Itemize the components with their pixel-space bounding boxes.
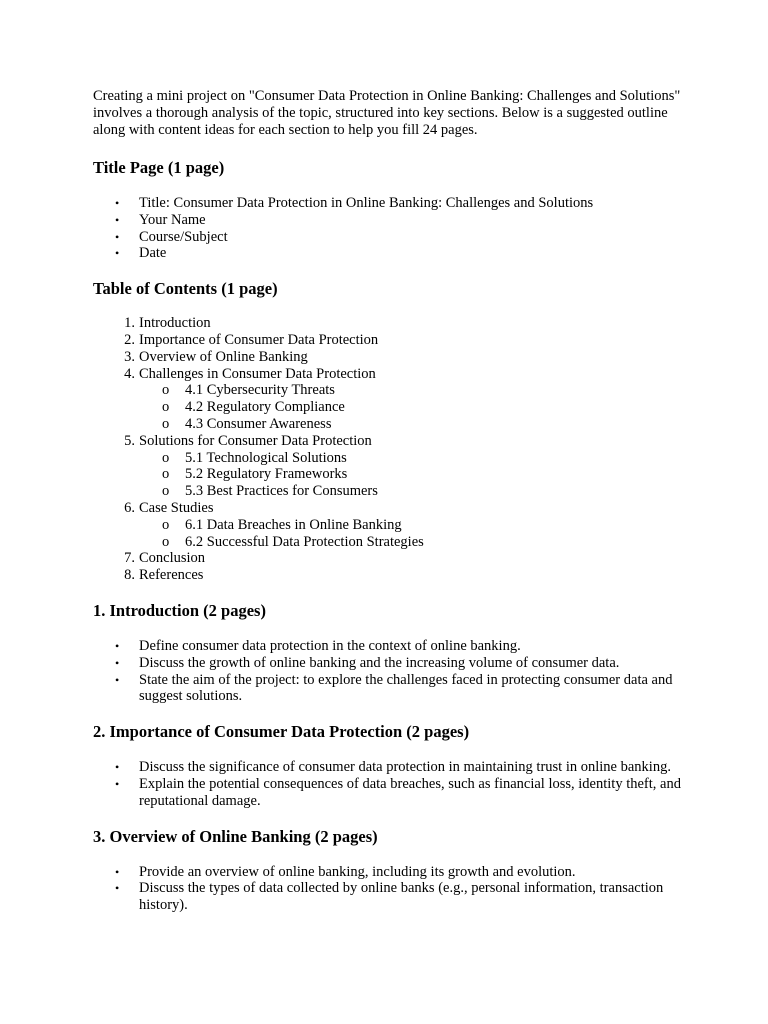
section-heading-introduction: 1. Introduction (2 pages) bbox=[93, 600, 266, 620]
circle-bullet-icon: o bbox=[162, 516, 170, 533]
circle-bullet-icon: o bbox=[162, 449, 170, 466]
toc-subitem bbox=[93, 483, 683, 500]
toc-sublabel: 6.2 Successful Data Protection Strategies bbox=[185, 533, 424, 550]
list-item-text: Date bbox=[139, 245, 167, 262]
section-list-introduction bbox=[93, 638, 683, 705]
toc-subitem bbox=[93, 466, 683, 483]
bullet-icon: • bbox=[115, 776, 120, 791]
list-item bbox=[93, 880, 683, 914]
toc-label: Introduction bbox=[139, 315, 211, 332]
toc-item bbox=[93, 332, 683, 349]
bullet-icon: • bbox=[115, 246, 120, 261]
circle-bullet-icon: o bbox=[162, 382, 170, 399]
section-heading-importance: 2. Importance of Consumer Data Protection (2 pages) bbox=[93, 722, 470, 742]
toc-subitem bbox=[93, 399, 683, 416]
title-page-heading: Title Page (1 page) bbox=[93, 158, 225, 177]
list-item bbox=[93, 638, 683, 655]
list-item-text: Course/Subject bbox=[139, 228, 228, 245]
document-page bbox=[93, 88, 683, 914]
list-item bbox=[93, 212, 683, 229]
bullet-icon: • bbox=[115, 655, 120, 670]
list-item-text: Discuss the significance of consumer data protection in maintaining trust in online banking. bbox=[139, 759, 671, 776]
toc-subitem bbox=[93, 517, 683, 534]
toc-item bbox=[93, 500, 683, 517]
list-item-text: Provide an overview of online banking, including its growth and evolution. bbox=[139, 863, 576, 880]
section-heading-overview: 3. Overview of Online Banking (2 pages) bbox=[93, 826, 378, 846]
list-item-text: Explain the potential consequences of data breaches, such as financial loss, identity theft, and reputational damage. bbox=[139, 775, 681, 809]
title-page-list bbox=[93, 195, 683, 262]
toc-label: Solutions for Consumer Data Protection bbox=[139, 432, 372, 449]
toc-item bbox=[93, 550, 683, 567]
circle-bullet-icon: o bbox=[162, 415, 170, 432]
toc-item bbox=[93, 433, 683, 450]
bullet-icon: • bbox=[115, 760, 120, 775]
bullet-icon: • bbox=[115, 864, 120, 879]
list-item-text: Title: Consumer Data Protection in Online Banking: Challenges and Solutions bbox=[139, 195, 594, 211]
intro-paragraph: Creating a mini project on "Consumer Data Protection in Online Banking: Challenges and Solutions" involves a thorough analysis of the topic, structured into key sections. Below is a suggested outline along with content ideas for each section to help you fill 24 pages. bbox=[93, 88, 681, 138]
list-item-text: Discuss the growth of online banking and the increasing volume of consumer data. bbox=[139, 654, 620, 671]
toc-number: 6. bbox=[124, 499, 135, 516]
circle-bullet-icon: o bbox=[162, 533, 170, 550]
toc-number: 5. bbox=[124, 432, 135, 449]
toc-label: Overview of Online Banking bbox=[139, 348, 308, 365]
toc-heading: Table of Contents (1 page) bbox=[93, 279, 278, 299]
bullet-icon: • bbox=[115, 229, 120, 244]
toc-list bbox=[93, 315, 683, 584]
list-item-text: Discuss the types of data collected by online banks (e.g., personal information, transaction history). bbox=[139, 880, 664, 914]
bullet-icon: • bbox=[115, 638, 120, 653]
bullet-icon: • bbox=[115, 881, 120, 896]
toc-sublabel: 4.3 Consumer Awareness bbox=[185, 415, 332, 432]
toc-label: References bbox=[139, 567, 204, 584]
toc-sublabel: 5.1 Technological Solutions bbox=[185, 449, 347, 466]
toc-label: Case Studies bbox=[139, 499, 214, 516]
toc-subitem bbox=[93, 416, 683, 433]
toc-sublabel: 6.1 Data Breaches in Online Banking bbox=[185, 516, 402, 533]
bullet-icon: • bbox=[115, 672, 120, 687]
toc-item bbox=[93, 567, 683, 584]
toc-number: 3. bbox=[124, 348, 135, 365]
list-item bbox=[93, 672, 683, 706]
circle-bullet-icon: o bbox=[162, 466, 170, 483]
toc-label: Conclusion bbox=[139, 550, 206, 567]
toc-number: 1. bbox=[124, 315, 135, 332]
toc-subitem bbox=[93, 450, 683, 467]
toc-sublabel: 4.1 Cybersecurity Threats bbox=[185, 382, 335, 399]
toc-label: Importance of Consumer Data Protection bbox=[139, 331, 379, 348]
list-item-text: Define consumer data protection in the context of online banking. bbox=[139, 637, 521, 654]
toc-sublabel: 4.2 Regulatory Compliance bbox=[185, 399, 345, 416]
toc-sublabel: 5.3 Best Practices for Consumers bbox=[185, 483, 378, 500]
list-item bbox=[93, 776, 683, 810]
list-item bbox=[93, 229, 683, 246]
section-list-importance bbox=[93, 759, 683, 809]
toc-item bbox=[93, 315, 683, 332]
toc-subitem bbox=[93, 534, 683, 551]
circle-bullet-icon: o bbox=[162, 483, 170, 500]
toc-number: 7. bbox=[124, 550, 135, 567]
toc-item bbox=[93, 349, 683, 366]
list-item bbox=[93, 864, 683, 881]
list-item-text: Your Name bbox=[139, 211, 206, 228]
list-item-text: State the aim of the project: to explore the challenges faced in protecting consumer data and suggest solutions. bbox=[139, 671, 673, 705]
toc-label: Challenges in Consumer Data Protection bbox=[139, 365, 376, 382]
circle-bullet-icon: o bbox=[162, 399, 170, 416]
list-item bbox=[93, 195, 683, 212]
list-item bbox=[93, 759, 683, 776]
bullet-icon: • bbox=[115, 212, 120, 227]
toc-item bbox=[93, 366, 683, 383]
bullet-icon: • bbox=[115, 196, 120, 210]
section-list-overview bbox=[93, 864, 683, 914]
list-item bbox=[93, 245, 683, 262]
toc-number: 8. bbox=[124, 567, 135, 584]
toc-number: 4. bbox=[124, 365, 135, 382]
toc-subitem bbox=[93, 382, 683, 399]
list-item bbox=[93, 655, 683, 672]
toc-sublabel: 5.2 Regulatory Frameworks bbox=[185, 466, 348, 483]
toc-number: 2. bbox=[124, 331, 135, 348]
